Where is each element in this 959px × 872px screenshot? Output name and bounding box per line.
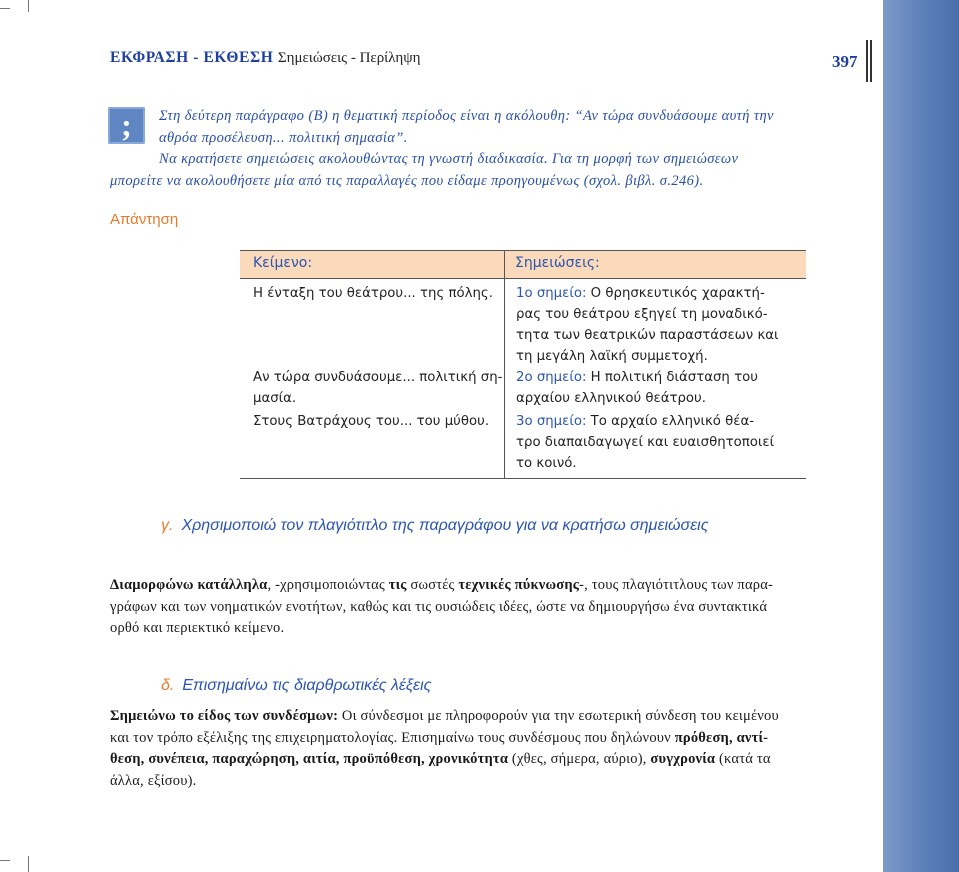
note-key: 3ο σημείο: [516,414,587,429]
header-rule [870,40,872,82]
semicolon-icon: ; [108,107,145,144]
crop-mark [0,8,10,9]
note-line: μπορείτε να ακολουθήσετε μία από τις παραλλαγές που είδαμε προηγουμένως (σχολ. βιβλ. σ.246). [110,172,704,189]
section-d-paragraph: Σημειώνω το είδος των συνδέσμων: Οι σύνδεσμοι με πληροφορούν για την εσωτερική σύνδεση του κειμένου και τον τρόπο εξέλιξης της επιχειρηματολογίας. Επισημαίνω τους συνδέσμους που δηλώνουν πρόθεση, αντί- θεση, συνέπεια, παραχώρηση, αιτία, προϋπόθεση, χρονικότητα (χθες, σήμερα, αύριο), συγχρονία (κατά τα άλλα, εξίσου). [110,708,779,789]
crop-mark [0,860,10,861]
header-subsection: Σημειώσεις - Περίληψη [277,50,421,66]
page-number: 397 [832,52,858,71]
section-g-title: γ. Χρησιμοποιώ τον πλαγιότιτλο της παραγράφου για να κρατήσω σημειώσεις [161,517,709,534]
notes-table [240,250,806,479]
note-key: 2ο σημείο: [516,370,587,385]
answer-heading: Απάντηση [110,211,179,228]
crop-mark [28,856,29,872]
text-cell-1: Η ένταξη του θεάτρου... της πόλης. [253,286,493,301]
header-rule [866,40,868,82]
section-marker: γ. [161,517,174,534]
section-g-paragraph: Διαμορφώνω κατάλληλα, -χρησιμοποιώντας τις σωστές τεχνικές πύκνωσης-, τους πλαγιότιτλους των παρα- γράφων και των νοηματικών ενοτήτων, καθώς και τις ουσιώδεις ιδέες, ώστε να δημιουργήσω ένα συντακτικά ορθό και περιεκτικό κείμενο. [110,577,774,636]
note-line: Να κρατήσετε σημειώσεις ακολουθώντας τη γνωστή διαδικασία. Για τη μορφή των σημειώσεων [159,151,739,167]
page-edge-band [883,0,959,872]
header-section: ΕΚΦΡΑΣΗ - ΕΚΘΕΣΗ [110,49,274,66]
running-header [110,49,420,67]
section-marker: δ. [161,677,175,694]
text-cell-3: Στους Βατράχους του... του μύθου. [253,414,490,429]
section-d-title: δ. Επισημαίνω τις διαρθρωτικές λέξεις [161,677,432,694]
col-notes-header: Σημειώσεις: [515,255,600,271]
note-cell-3: 3ο σημείο: Το αρχαίο ελληνικό θέα- τρο διαπαιδαγωγεί και ευαισθητοποιεί το κοινό. [516,414,775,471]
note-line: Στη δεύτερη παράγραφο (Β) η θεματική περίοδος είναι η ακόλουθη: “Αν τώρα συνδυάσουμε αυτή την [159,108,774,124]
note-line: αθρόα προσέλευση... πολιτική σημασία”. [159,129,408,146]
text-cell-2: Αν τώρα συνδυάσουμε... πολιτική ση- μασία. [253,370,503,406]
note-cell-1: 1ο σημείο: Ο θρησκευτικός χαρακτή- ρας του θεάτρου εξηγεί τη μοναδικό- τητα των θεατρικών παραστάσεων και τη μεγάλη λαϊκή συμμετοχή. [516,286,779,364]
crop-mark [28,0,29,12]
col-text-header: Κείμενο: [253,255,313,271]
note-key: 1ο σημείο: [516,286,587,301]
instruction-note [110,106,878,192]
column-divider [504,251,505,478]
note-cell-2: 2ο σημείο: Η πολιτική διάσταση του αρχαίου ελληνικού θεάτρου. [516,370,758,406]
